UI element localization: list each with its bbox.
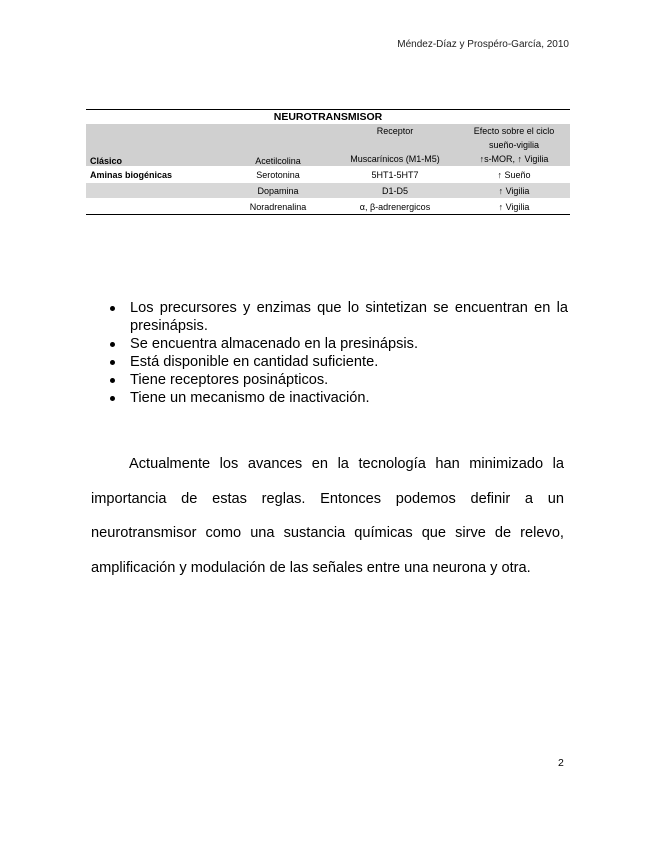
table-row	[86, 167, 570, 183]
efecto-value: ↑s-MOR, ↑ Vigilia	[479, 154, 549, 164]
table-cell: Noradrenalina	[224, 199, 332, 215]
table-cell: α, β-adrenergicos	[332, 199, 458, 215]
table-cell: Aminas biogénicas	[86, 167, 224, 183]
header-clasico: Clásico	[86, 124, 224, 167]
table-title-row	[86, 110, 570, 125]
body-paragraph: Actualmente los avances en la tecnología han minimizado la importancia de estas reglas. Entonces podemos definir a un neurotransmisor como una sustancia químicas que sirve de relevo, amplificación y modulación de las señales entre una neurona y otra.	[91, 456, 564, 576]
table-cell	[86, 199, 224, 215]
list-item	[108, 353, 568, 371]
table-row	[86, 199, 570, 215]
header-acetilcolina: Acetilcolina	[224, 124, 332, 167]
table-cell: Serotonina	[224, 167, 332, 183]
table-cell: 5HT1-5HT7	[332, 167, 458, 183]
efecto-label-2: sueño-vigilia	[488, 140, 540, 150]
bullet-dot-icon	[110, 342, 115, 347]
page-number: 2	[558, 757, 564, 769]
receptor-value: Muscarínicos (M1-M5)	[350, 154, 440, 164]
bullet-dot-icon	[110, 360, 115, 365]
criteria-list	[108, 299, 568, 407]
neurotransmitter-table	[86, 109, 570, 215]
table-header-row	[86, 124, 570, 167]
table-title: NEUROTRANSMISOR	[86, 110, 570, 125]
list-item	[108, 389, 568, 407]
table-cell	[86, 183, 224, 199]
receptor-label: Receptor	[376, 126, 414, 136]
table-cell: ↑ Vigilia	[458, 199, 570, 215]
list-item-text: Los precursores y enzimas que lo sintetizan se encuentran en la presinápsis.	[130, 300, 568, 334]
running-header: Méndez-Díaz y Prospéro-García, 2010	[397, 39, 569, 50]
list-item-text: Está disponible en cantidad suficiente.	[130, 354, 379, 370]
table-cell: D1-D5	[332, 183, 458, 199]
list-item	[108, 335, 568, 353]
header-receptor	[332, 124, 458, 167]
table-cell: ↑ Sueño	[458, 167, 570, 183]
table-row	[86, 183, 570, 199]
list-item-text: Tiene un mecanismo de inactivación.	[130, 390, 370, 406]
header-efecto	[458, 124, 570, 167]
list-item	[108, 371, 568, 389]
list-item-text: Tiene receptores posinápticos.	[130, 372, 329, 388]
efecto-label-1: Efecto sobre el ciclo	[473, 126, 555, 136]
table-cell: ↑ Vigilia	[458, 183, 570, 199]
bullet-dot-icon	[110, 378, 115, 383]
list-item-text: Se encuentra almacenado en la presinápsis.	[130, 336, 419, 352]
bullet-dot-icon	[110, 396, 115, 401]
table-cell: Dopamina	[224, 183, 332, 199]
bullet-dot-icon	[110, 306, 115, 311]
list-item	[108, 299, 568, 335]
